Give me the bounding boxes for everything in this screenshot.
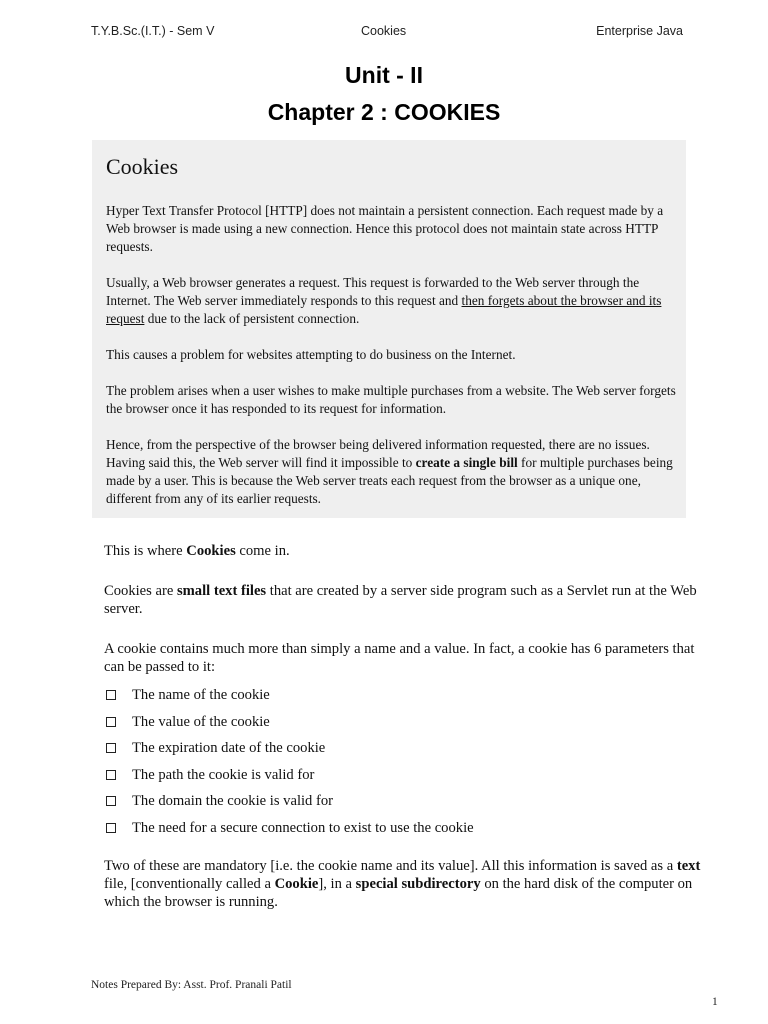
list-item: The need for a secure connection to exist to use the cookie <box>104 815 716 842</box>
paragraph-business-problem: This causes a problem for websites attempting to do business on the Internet. <box>106 347 516 362</box>
list-item: The name of the cookie <box>104 682 716 709</box>
page-number: 1 <box>712 996 718 1008</box>
list-item: The path the cookie is valid for <box>104 762 716 789</box>
header-course: T.Y.B.Sc.(I.T.) - Sem V <box>91 24 215 38</box>
list-item: The domain the cookie is valid for <box>104 788 716 815</box>
paragraph-browser-request: Usually, a Web browser generates a request. This request is forwarded to the Web server through the Internet. The Web server immediately responds to this request and then forgets about the browser and its request due to the lack of persistent connection. <box>106 275 662 326</box>
chapter-title: Chapter 2 : COOKIES <box>267 99 501 125</box>
paragraph-multiple-purchases: The problem arises when a user wishes to make multiple purchases from a website. The Web server forgets the browser once it has responded to its request for information. <box>106 383 676 416</box>
unit-title: Unit - II <box>345 62 423 88</box>
paragraph-cookies-intro: This is where Cookies come in. <box>104 543 290 559</box>
paragraph-single-bill: Hence, from the perspective of the browser being delivered information requested, there are no issues. Having said this, the Web server will find it impossible to create a single bill for multiple purchases being made by a user. This is because the Web server treats each request from the browser as a unique one, different from any of its earlier requests. <box>106 437 673 506</box>
scanned-text-block-cookies <box>92 540 726 946</box>
checkbox-bullet-icon <box>106 770 116 780</box>
footer-author-note: Notes Prepared By: Asst. Prof. Pranali Patil <box>91 979 292 991</box>
bold-phrase: create a single bill <box>415 455 518 470</box>
list-item: The expiration date of the cookie <box>104 735 716 762</box>
paragraph-mandatory-parameters: Two of these are mandatory [i.e. the cookie name and its value]. All this information is saved as a text file, [conventionally called a Cookie], in a special subdirectory on the hard disk of the computer on which the browser is running. <box>104 858 701 910</box>
checkbox-bullet-icon <box>106 743 116 753</box>
section-heading: Cookies <box>106 154 179 179</box>
list-item: The value of the cookie <box>104 709 716 736</box>
paragraph-cookies-definition: Cookies are small text files that are created by a server side program such as a Servlet run at the Web server. <box>104 583 697 617</box>
underlined-phrase: then forgets about the browser and its request <box>106 293 662 326</box>
checkbox-bullet-icon <box>106 690 116 700</box>
checkbox-bullet-icon <box>106 796 116 806</box>
scanned-text-block-intro <box>92 140 686 518</box>
running-header <box>91 24 683 40</box>
checkbox-bullet-icon <box>106 717 116 727</box>
paragraph-cookie-parameters: A cookie contains much more than simply a name and a value. In fact, a cookie has 6 parameters that can be passed to it: <box>104 641 695 675</box>
header-subject: Enterprise Java <box>596 24 683 38</box>
paragraph-http: Hyper Text Transfer Protocol [HTTP] does not maintain a persistent connection. Each request made by a Web browser is made using a new connection. Hence this protocol does not maintain state across HTTP requests. <box>106 203 664 254</box>
cookie-parameter-list <box>104 682 716 841</box>
header-topic: Cookies <box>361 24 407 38</box>
checkbox-bullet-icon <box>106 823 116 833</box>
